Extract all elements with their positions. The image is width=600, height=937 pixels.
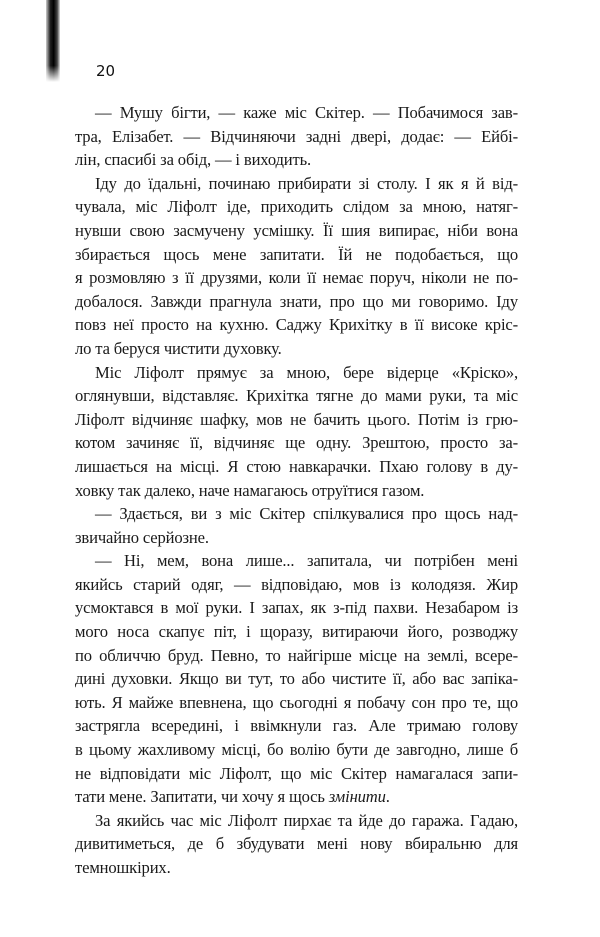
text-line: дивитиметься, де б збудувати мені нову вбиральню для [75,834,518,854]
text-line: оглянувши, відставляє. Крихітка тягне до мами руки, та міс [75,386,518,406]
text-line: не відповідати міс Ліфолт, що міс Скітер намагалася запи- [75,763,518,783]
text-line: застрягла всередині, і ввімкнули газ. Але тримаю голову [75,716,518,736]
text-line: по обличчю бруд. Певно, то найгірше місце на землі, всере- [75,645,518,665]
text-line: чувала, міс Ліфолт іде, приходить слідом за мною, натяг- [75,197,518,217]
text-line: ють. Я майже впевнена, що сьогодні я побачу сон про те, що [75,692,518,712]
page-number: 20 [96,62,116,80]
text-line: Іду до їдальні, починаю прибирати зі столу. І як я й від- [95,173,518,193]
text-line: збирається щось мене запитати. Їй не подобається, що [75,244,518,264]
text-line: — Здається, ви з міс Скітер спілкувалися про щось над- [95,504,518,524]
text-fragment: . [385,787,390,807]
text-line: якийсь старий одяг, — відповідаю, мов із колодязя. Жир [75,574,518,594]
text-line: — Мушу бігти, — каже міс Скітер. — Побачимося зав- [95,103,518,122]
text-line: За якийсь час міс Ліфолт пирхає та йде до гаража. Гадаю, [95,810,518,830]
text-line: — Ні, мем, вона лише... запитала, чи потрібен мені [95,551,518,571]
text-line: лишається на місці. Я стою навкарачки. Пхаю голову в ду- [75,456,518,476]
text-fragment: тати мене. Запитати, чи хочу я щось [75,787,329,807]
text-line: добалося. Завжди прагнула знати, про що ми говоримо. Іду [75,291,518,311]
text-line: Міс Ліфолт прямує за мною, бере відерце «Кріско», [95,362,518,382]
body-text [75,101,518,880]
page-edge-shadow [46,0,60,82]
paragraph [75,101,518,172]
text-line: лін, спасибі за обід, — і виходить. [75,150,312,170]
text-line: ло та беруся чистити духовку. [75,338,282,358]
paragraph [75,809,518,880]
text-line: звичайно серйозне. [75,527,209,547]
text-line: темношкірих. [75,858,171,877]
text-line: я розмовляю з її друзями, коли її немає поруч, ніколи не по- [75,268,518,288]
text-line: дині духовки. Якщо ви тут, то або чистите її, або вас запіка- [75,669,518,689]
paragraph [75,502,518,549]
text-line [75,785,518,809]
text-line: Ліфолт відчиняє шафку, мов не бачить цього. Потім із грю- [75,409,518,429]
text-line: нувши свою засмучену усмішку. Її шия випирає, ніби вона [75,220,518,240]
text-line: котом зачиняє її, відчиняє ще одну. Зрештою, просто за- [75,433,518,453]
text-line: ховку так далеко, наче намагаюсь отруїтися газом. [75,480,425,500]
text-line: повз неї просто на кухню. Саджу Крихітку в її високе кріс- [75,315,518,335]
emphasis-text: змінити [328,787,386,807]
paragraph [75,549,518,809]
text-line: мого носа скапує піт, і щоразу, витираючи його, розводжу [75,622,518,642]
text-line: усмоктався в мої руки. І запах, як з-під пахви. Незабаром із [75,598,518,618]
paragraph [75,361,518,503]
text-line: в цьому жахливому місці, бо волію бути де завгодно, лише б [75,740,518,760]
text-line: тра, Елізабет. — Відчиняючи задні двері, додає: — Ейбі- [75,126,518,146]
paragraph [75,172,518,361]
